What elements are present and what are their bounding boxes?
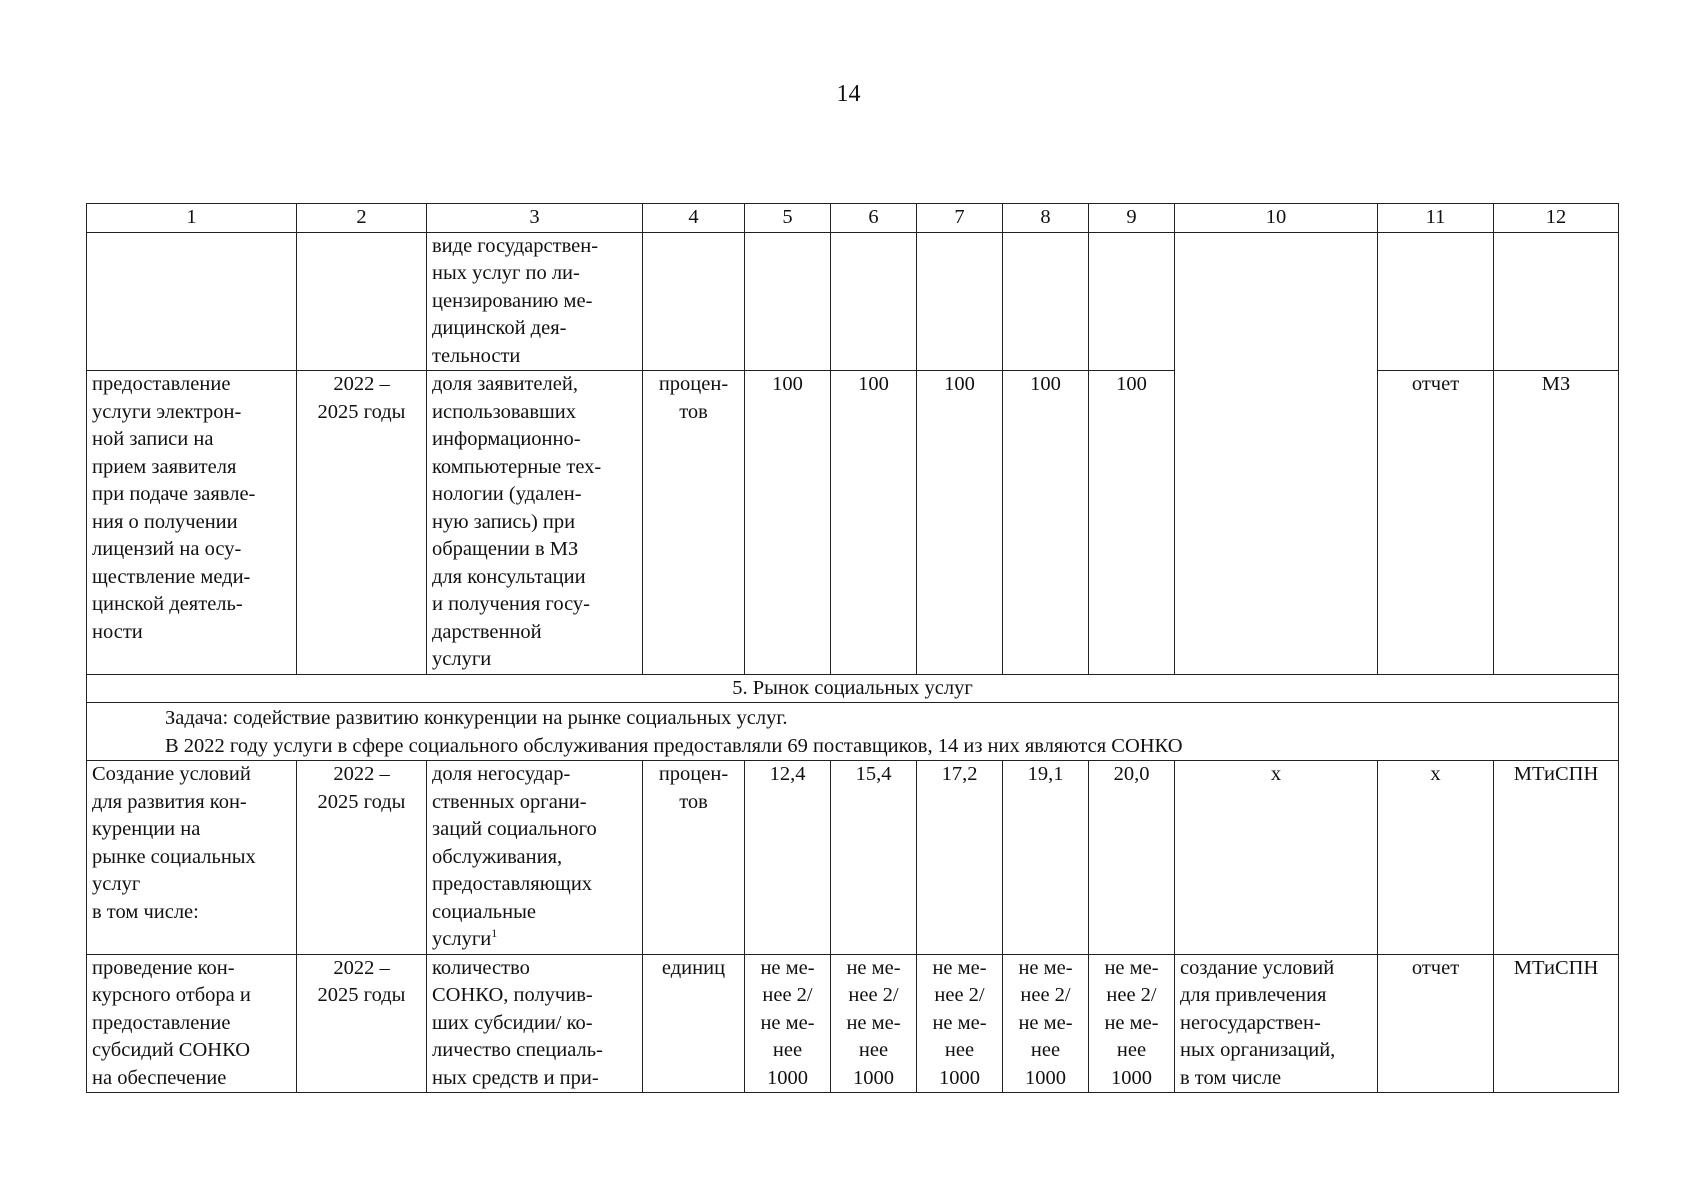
unit-cell: единиц	[643, 954, 745, 1093]
table-cell-merged	[1175, 232, 1378, 674]
value-2025-cell: 100	[1089, 371, 1175, 675]
column-number: 11	[1378, 204, 1494, 233]
value-2021-cell: не ме- нее 2/ не ме- нее 1000	[745, 954, 831, 1093]
table-row-contest	[87, 954, 1619, 1093]
table-row-electronic-appointment	[87, 371, 1619, 675]
expected-result-cell: создание условий для привлечения негосударствен- ных организаций, в том числе	[1175, 954, 1378, 1093]
table-cell	[745, 232, 831, 371]
column-number: 5	[745, 204, 831, 233]
measure-name-cell: предоставление услуги электрон- ной записи на прием заявителя при подаче заявле- ния о получении лицензий на осу- ществление меди- цинской деятель- ности	[87, 371, 297, 675]
measure-name-cell: проведение кон- курсного отбора и предоставление субсидий СОНКО на обеспечение	[87, 954, 297, 1093]
column-number: 1	[87, 204, 297, 233]
task-cell	[87, 703, 1619, 761]
column-number: 7	[917, 204, 1003, 233]
value-2021-cell: 12,4	[745, 761, 831, 955]
responsible-cell: МЗ	[1494, 371, 1619, 675]
report-type-cell: отчет	[1378, 371, 1494, 675]
column-number: 9	[1089, 204, 1175, 233]
task-line: Задача: содействие развитию конкуренции на рынке социальных услуг.	[165, 707, 788, 729]
period-cell: 2022 – 2025 годы	[297, 954, 427, 1093]
table-cell	[643, 232, 745, 371]
period-cell: 2022 – 2025 годы	[297, 371, 427, 675]
unit-cell: процен- тов	[643, 371, 745, 675]
value-2025-cell: 20,0	[1089, 761, 1175, 955]
column-number: 8	[1003, 204, 1089, 233]
footnote-mark: 1	[491, 926, 498, 941]
table-cell	[1378, 232, 1494, 371]
task-line: В 2022 году услуги в сфере социального обслуживания предоставляли 69 поставщиков, 14 из них являются СОНКО	[165, 734, 1183, 757]
value-2024-cell: 100	[1003, 371, 1089, 675]
responsible-cell: МТиСПН	[1494, 761, 1619, 955]
indicator-name-cell: количество СОНКО, получив- ших субсидии/ ко- личество специаль- ных средств и при-	[427, 954, 643, 1093]
report-type-cell: х	[1378, 761, 1494, 955]
table-cell	[1003, 232, 1089, 371]
column-number: 4	[643, 204, 745, 233]
value-2024-cell: 19,1	[1003, 761, 1089, 955]
task-row	[87, 703, 1619, 761]
section-title-row	[87, 674, 1619, 703]
value-2025-cell: не ме- нее 2/ не ме- нее 1000	[1089, 954, 1175, 1093]
value-2021-cell: 100	[745, 371, 831, 675]
column-number: 12	[1494, 204, 1619, 233]
indicators-table	[86, 203, 1619, 1093]
value-2023-cell: не ме- нее 2/ не ме- нее 1000	[917, 954, 1003, 1093]
column-number: 3	[427, 204, 643, 233]
value-2023-cell: 17,2	[917, 761, 1003, 955]
column-number: 6	[831, 204, 917, 233]
period-cell: 2022 – 2025 годы	[297, 761, 427, 955]
table-cell	[831, 232, 917, 371]
indicator-name-cell: доля заявителей, использовавших информационно- компьютерные тех- нологии (удален- ную запись) при обращении в МЗ для консультации и получения госу- дарственной услуги	[427, 371, 643, 675]
column-number: 10	[1175, 204, 1378, 233]
section-title: 5. Рынок социальных услуг	[87, 674, 1619, 703]
table-cell	[87, 232, 297, 371]
value-2024-cell: не ме- нее 2/ не ме- нее 1000	[1003, 954, 1089, 1093]
indicator-name-cell: виде государствен- ных услуг по ли- цензированию ме- дицинской дея- тельности	[427, 232, 643, 371]
indicator-name-text: доля негосудар- ственных органи- заций социального обслуживания, предоставляющих социальные услуги	[432, 763, 597, 950]
measure-name-cell: Создание условий для развития кон- куренции на рынке социальных услуг в том числе:	[87, 761, 297, 955]
value-2022-cell: 100	[831, 371, 917, 675]
indicator-name-cell	[427, 761, 643, 955]
table-cell	[297, 232, 427, 371]
table-row-continued	[87, 232, 1619, 371]
column-number-row	[87, 204, 1619, 233]
value-2022-cell: 15,4	[831, 761, 917, 955]
unit-cell: процен- тов	[643, 761, 745, 955]
expected-result-cell: х	[1175, 761, 1378, 955]
table-cell	[1089, 232, 1175, 371]
column-number: 2	[297, 204, 427, 233]
value-2023-cell: 100	[917, 371, 1003, 675]
page-number: 14	[836, 81, 861, 107]
table-cell	[1494, 232, 1619, 371]
value-2022-cell: не ме- нее 2/ не ме- нее 1000	[831, 954, 917, 1093]
table-cell	[917, 232, 1003, 371]
report-type-cell: отчет	[1378, 954, 1494, 1093]
responsible-cell: МТиСПН	[1494, 954, 1619, 1093]
table-row-conditions	[87, 761, 1619, 955]
